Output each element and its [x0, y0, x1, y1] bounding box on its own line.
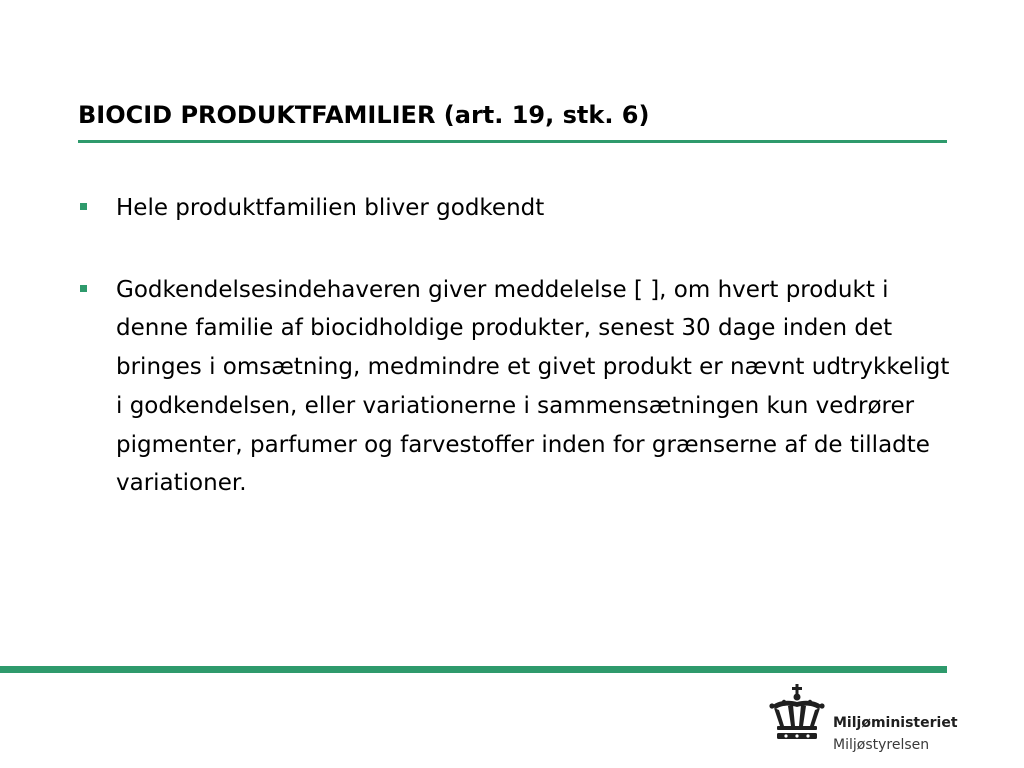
- bullet-square-icon: [80, 285, 87, 292]
- agency-name: Miljøstyrelsen: [833, 737, 930, 753]
- slide-title: BIOCID PRODUKTFAMILIER (art. 19, stk. 6): [78, 101, 650, 129]
- ministry-logo: [768, 684, 963, 756]
- title-divider: [78, 140, 947, 143]
- footer-divider: [0, 666, 947, 673]
- bullet-item: [78, 189, 958, 228]
- bullet-item: [78, 271, 958, 503]
- bullet-list: [78, 189, 958, 503]
- bullet-square-icon: [80, 203, 87, 210]
- bullet-text: Godkendelsesindehaveren giver meddelelse [ ], om hvert produkt i denne familie af biocidholdige produkter, senest 30 dage inden det bringes i omsætning, medmindre et givet produkt er nævnt udtrykkeligt i godkendelsen, eller variationerne i sammensætningen kun vedrører pigmenter, parfumer og farvestoffer inden for grænserne af de tilladte variationer.: [116, 276, 950, 497]
- organization-name: Miljøministeriet: [833, 715, 958, 731]
- bullet-text: Hele produktfamilien bliver godkendt: [116, 195, 545, 221]
- crown-icon: [768, 684, 826, 744]
